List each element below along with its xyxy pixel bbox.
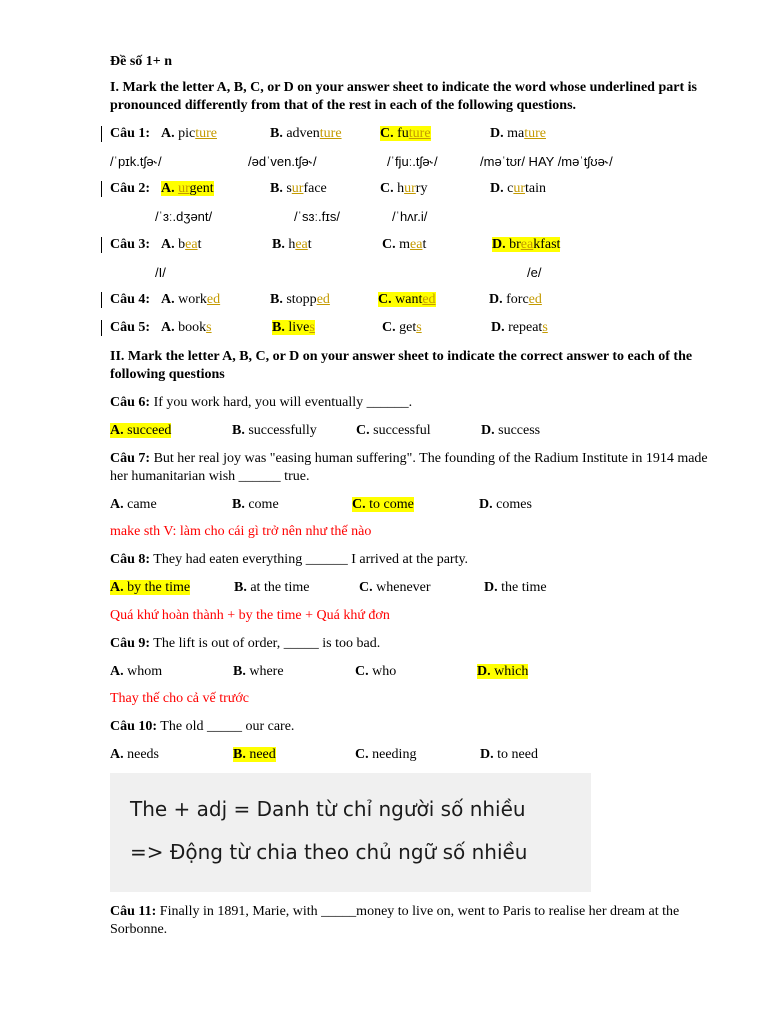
q1-ipa-c: /ˈfjuː.tʃə˞/	[387, 154, 438, 169]
option-text: pic	[178, 126, 196, 141]
q10-question	[110, 718, 294, 736]
option-text: the time	[497, 580, 547, 595]
q2-option-b	[270, 180, 327, 198]
underlined-part: ur	[291, 181, 304, 196]
option-letter: B.	[232, 497, 245, 512]
option-text: b	[178, 237, 186, 252]
underlined-part: ture	[319, 126, 342, 141]
question-label: Câu 7:	[110, 451, 151, 466]
q8-note: Quá khứ hoàn thành + by the time + Quá khứ đơn	[110, 608, 390, 623]
q7-option-c	[352, 496, 414, 514]
q7-option-a	[110, 496, 157, 514]
option-letter: B.	[272, 320, 285, 335]
q1-ipa-d: /məˈtʊr/ HAY /məˈtʃʊə˞/	[480, 154, 613, 169]
margin-bar	[101, 292, 102, 308]
q4-option-d	[489, 291, 542, 309]
q3-ipa-d: /e/	[527, 265, 542, 280]
option-text: to need	[493, 747, 538, 762]
underlined-part: ed	[206, 292, 221, 307]
option-letter: A.	[110, 664, 124, 679]
q9-option-d	[477, 663, 528, 681]
underlined-part: ture	[524, 126, 546, 141]
question-text: The lift is out of order, _____ is too bad.	[150, 636, 381, 651]
option-text: s	[286, 181, 292, 196]
q5-option-c	[382, 319, 422, 337]
option-text: adven	[286, 126, 320, 141]
option-text: tain	[525, 181, 547, 196]
q3-option-a	[161, 236, 201, 254]
q6-question	[110, 394, 412, 412]
option-text: needing	[368, 747, 417, 762]
option-letter: A.	[110, 423, 124, 438]
option-text: t	[197, 237, 202, 252]
option-letter: D.	[481, 423, 495, 438]
option-letter: D.	[492, 237, 506, 252]
underlined-part: ur	[178, 181, 190, 196]
q6-option-d	[481, 422, 540, 440]
q4-label: Câu 4:	[110, 292, 151, 307]
q9-option-c	[355, 663, 396, 681]
option-letter: C.	[382, 320, 396, 335]
option-text: c	[507, 181, 514, 196]
grammar-note-line-1: The + adj = Danh từ chỉ người số nhiều	[130, 797, 526, 821]
margin-bar	[101, 126, 102, 142]
underlined-part: ea	[185, 237, 198, 252]
option-letter: B.	[270, 181, 283, 196]
option-letter: D.	[489, 292, 503, 307]
q8-option-a	[110, 579, 190, 597]
option-letter: C.	[352, 497, 366, 512]
q11-question	[110, 903, 720, 939]
q2-option-c	[380, 180, 427, 198]
question-text: If you work hard, you will eventually ______.	[150, 395, 413, 410]
margin-bar	[101, 181, 102, 197]
underlined-part: s	[416, 320, 422, 335]
question-label: Câu 8:	[110, 552, 151, 567]
q7-option-d	[479, 496, 532, 514]
q10-option-d	[480, 746, 538, 764]
option-text: to come	[365, 497, 414, 512]
option-text: successful	[369, 423, 431, 438]
underlined-part: ed	[528, 292, 542, 307]
option-letter: C.	[382, 237, 396, 252]
option-letter: C.	[380, 126, 394, 141]
q9-note: Thay thế cho cả vế trước	[110, 691, 249, 706]
q9-option-b	[233, 663, 284, 681]
option-letter: A.	[161, 237, 175, 252]
option-letter: A.	[161, 292, 175, 307]
q2-ipa-a: /ˈɜː.dʒənt/	[155, 209, 213, 224]
q4-option-c	[378, 291, 436, 309]
q1-label: Câu 1:	[110, 126, 151, 141]
q3-label: Câu 3:	[110, 237, 151, 252]
q1-ipa-a: /ˈpɪk.tʃə˞/	[110, 154, 162, 169]
q6-option-b	[232, 422, 317, 440]
q6-option-c	[356, 422, 431, 440]
underlined-part: ture	[408, 126, 431, 141]
option-text: want	[395, 292, 423, 307]
option-text: repeat	[508, 320, 543, 335]
q3-ipa-a: /I/	[155, 265, 166, 280]
option-text: ry	[415, 181, 428, 196]
option-text: ma	[507, 126, 525, 141]
underlined-part: ea	[295, 237, 308, 252]
q1-option-c	[380, 125, 431, 143]
option-text: at the time	[246, 580, 310, 595]
q8-option-b	[234, 579, 309, 597]
underlined-part: ea	[410, 237, 423, 252]
option-text: fu	[397, 126, 409, 141]
margin-bar	[101, 320, 102, 336]
question-text: They had eaten everything ______ I arrived at the party.	[150, 552, 469, 567]
underlined-part: s	[309, 320, 315, 335]
q2-option-d	[490, 180, 546, 198]
option-letter: D.	[490, 181, 504, 196]
q9-question	[110, 635, 380, 653]
q2-ipa-c: /ˈhʌr.i/	[392, 209, 428, 224]
underlined-part: ea	[520, 237, 534, 252]
option-text: come	[244, 497, 279, 512]
q1-ipa-b: /ədˈven.tʃə˞/	[248, 154, 317, 169]
option-text: who	[368, 664, 397, 679]
q1-option-b	[270, 125, 342, 143]
underlined-part: s	[206, 320, 212, 335]
section1-heading: I. Mark the letter A, B, C, or D on your answer sheet to indicate the word whose underlined part is pronounced differently from that of the rest in each of the following questions.	[110, 80, 697, 113]
option-letter: C.	[355, 664, 369, 679]
option-letter: B.	[233, 664, 246, 679]
q1-option-a	[161, 125, 217, 143]
question-label: Câu 9:	[110, 636, 151, 651]
q3-option-d	[492, 236, 560, 254]
option-letter: A.	[161, 320, 175, 335]
option-text: where	[245, 664, 284, 679]
q4-option-a	[161, 291, 220, 309]
q10-option-b	[233, 746, 276, 764]
q8-option-d	[484, 579, 547, 597]
option-letter: B.	[234, 580, 247, 595]
q3-option-b	[272, 236, 312, 254]
q9-option-a	[110, 663, 162, 681]
option-letter: A.	[110, 747, 124, 762]
q5-option-d	[491, 319, 548, 337]
grammar-note-box	[110, 773, 591, 892]
option-letter: C.	[355, 747, 369, 762]
q10-option-a	[110, 746, 159, 764]
underlined-part: s	[542, 320, 548, 335]
option-letter: D.	[484, 580, 498, 595]
q4-option-b	[270, 291, 330, 309]
q1-option-d	[490, 125, 546, 143]
option-letter: C.	[378, 292, 392, 307]
option-letter: B.	[270, 292, 283, 307]
underlined-part: ture	[195, 126, 217, 141]
q8-option-c	[359, 579, 431, 597]
option-letter: C.	[356, 423, 370, 438]
option-text: succeed	[123, 423, 172, 438]
q2-label: Câu 2:	[110, 181, 151, 196]
underlined-part: ur	[513, 181, 526, 196]
option-text: t	[422, 237, 427, 252]
option-letter: B.	[272, 237, 285, 252]
q8-question	[110, 551, 468, 569]
question-label: Câu 10:	[110, 719, 158, 734]
option-text: gent	[189, 181, 214, 196]
option-text: needs	[123, 747, 160, 762]
option-letter: A.	[110, 580, 124, 595]
option-letter: B.	[232, 423, 245, 438]
option-letter: D.	[480, 747, 494, 762]
option-text: kfast	[533, 237, 561, 252]
option-letter: B.	[233, 747, 246, 762]
option-text: whenever	[372, 580, 431, 595]
q2-option-a	[161, 180, 214, 198]
option-letter: B.	[270, 126, 283, 141]
q5-option-b	[272, 319, 315, 337]
option-letter: C.	[359, 580, 373, 595]
option-text: came	[123, 497, 157, 512]
option-text: br	[509, 237, 521, 252]
question-text: Finally in 1891, Marie, with _____money to live on, went to Paris to realise her dream at the Sorbonne.	[110, 904, 680, 937]
underlined-part: ed	[316, 292, 330, 307]
q7-note: make sth V: làm cho cái gì trở nên như thế nào	[110, 524, 372, 539]
question-label: Câu 11:	[110, 904, 157, 919]
option-text: book	[178, 320, 207, 335]
underlined-part: ed	[422, 292, 436, 307]
page-title: Đề số 1+ n	[110, 54, 173, 69]
question-text: The old _____ our care.	[157, 719, 295, 734]
option-text: face	[303, 181, 327, 196]
option-text: t	[307, 237, 312, 252]
option-text: comes	[492, 497, 532, 512]
option-letter: D.	[477, 664, 491, 679]
option-text: stopp	[286, 292, 317, 307]
q7-question	[110, 450, 720, 486]
option-letter: A.	[110, 497, 124, 512]
grammar-note-line-2: => Động từ chia theo chủ ngữ số nhiều	[130, 840, 528, 864]
q5-label: Câu 5:	[110, 320, 151, 335]
q2-ipa-b: /ˈsɜː.fɪs/	[294, 209, 340, 224]
option-letter: A.	[161, 181, 175, 196]
option-letter: C.	[380, 181, 394, 196]
option-text: work	[178, 292, 207, 307]
option-text: whom	[123, 664, 163, 679]
option-letter: D.	[490, 126, 504, 141]
option-letter: A.	[161, 126, 175, 141]
margin-bar	[101, 237, 102, 253]
question-text: But her real joy was "easing human suffering". The founding of the Radium Institute in 1914 made her humanitarian wish ______ true.	[110, 451, 708, 484]
option-text: success	[494, 423, 541, 438]
option-text: forc	[506, 292, 529, 307]
option-text: by the time	[123, 580, 191, 595]
q10-option-c	[355, 746, 416, 764]
option-text: live	[288, 320, 310, 335]
q6-option-a	[110, 422, 171, 440]
option-letter: D.	[491, 320, 505, 335]
question-label: Câu 6:	[110, 395, 151, 410]
option-text: need	[245, 747, 276, 762]
underlined-part: ur	[404, 181, 416, 196]
option-text: successfully	[244, 423, 317, 438]
option-text: h	[397, 181, 405, 196]
q5-option-a	[161, 319, 212, 337]
q3-option-c	[382, 236, 426, 254]
option-text: get	[399, 320, 417, 335]
section2-heading: II. Mark the letter A, B, C, or D on your answer sheet to indicate the correct answer to each of the following questions	[110, 349, 693, 382]
option-text: m	[399, 237, 411, 252]
option-text: h	[288, 237, 296, 252]
option-text: which	[490, 664, 529, 679]
option-letter: D.	[479, 497, 493, 512]
q7-option-b	[232, 496, 279, 514]
